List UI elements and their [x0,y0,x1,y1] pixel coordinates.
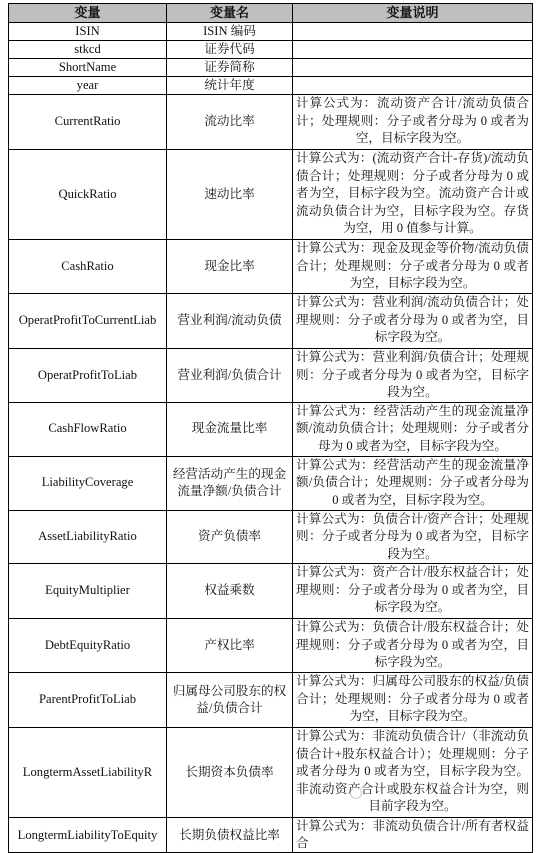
variable-cell: EquityMultiplier [9,564,167,619]
description-cell: 计算公式为：流动资产合计/流动负债合计；处理规则：分子或者分母为 0 或者为空，目标字段为空。 [293,95,533,150]
table-row [9,456,533,510]
variable-cell: year [9,77,167,95]
description-cell: 计算公式为：资产合计/股东权益合计；处理规则：分子或者分母为 0 或者为空，目标字段为空。 [293,564,533,619]
variable-name-cell: 产权比率 [167,619,293,673]
variable-name-cell: 权益乘数 [167,564,293,619]
variable-cell: ISIN [9,23,167,41]
table-row [9,150,533,240]
variable-name-cell: 长期资本负债率 [167,728,293,818]
table-row [9,95,533,150]
table-row [9,728,533,818]
table-row [9,510,533,564]
table-row [9,294,533,349]
variable-cell: QuickRatio [9,150,167,240]
variable-cell: DebtEquityRatio [9,619,167,673]
variable-cell: CurrentRatio [9,95,167,150]
variable-name-cell: 经营活动产生的现金流量净额/负债合计 [167,456,293,510]
table-row [9,619,533,673]
description-cell [293,59,533,77]
variable-name-cell: 流动比率 [167,95,293,150]
table-row [9,402,533,456]
description-cell: 计算公式为：经营活动产生的现金流量净额/负债合计；处理规则：分子或者分母为 0 或者为空，目标字段为空。 [293,456,533,510]
description-cell: 计算公式为：负债合计/资产合计；处理规则：分子或者分母为 0 或者为空，目标字段为空。 [293,510,533,564]
variable-cell: LongtermAssetLiabilityR [9,728,167,818]
table-row [9,240,533,294]
variable-name-cell: 统计年度 [167,77,293,95]
variable-cell: LongtermLiabilityToEquity [9,818,167,853]
description-cell [293,41,533,59]
variable-name-cell: 营业利润/流动负债 [167,294,293,349]
variable-name-cell: 速动比率 [167,150,293,240]
table-row [9,349,533,403]
table-row [9,818,533,853]
variable-cell: ShortName [9,59,167,77]
table-row [9,59,533,77]
header-variable-description: 变量说明 [293,4,533,23]
variable-cell: AssetLiabilityRatio [9,510,167,564]
variable-name-cell: ISIN 编码 [167,23,293,41]
header-variable: 变量 [9,4,167,23]
variable-name-cell: 证券代码 [167,41,293,59]
description-cell: 计算公式为：经营活动产生的现金流量净额/流动负债合计；处理规则：分子或者分母为 0 或者为空，目标字段为空。 [293,402,533,456]
table-row [9,41,533,59]
table-row [9,23,533,41]
description-cell [293,23,533,41]
table-row [9,673,533,728]
description-cell [293,77,533,95]
description-cell: 计算公式为：负债合计/股东权益合计；处理规则：分子或者分母为 0 或者为空，目标字段为空。 [293,619,533,673]
variable-name-cell: 资产负债率 [167,510,293,564]
variable-cell: OperatProfitToCurrentLiab [9,294,167,349]
variable-cell: CashFlowRatio [9,402,167,456]
variable-cell: stkcd [9,41,167,59]
description-cell: 计算公式为：现金及现金等价物/流动负债合计；处理规则：分子或者分母为 0 或者为空，目标字段为空。 [293,240,533,294]
table-row [9,564,533,619]
variable-cell: OperatProfitToLiab [9,349,167,403]
description-cell: 计算公式为：非流动负债合计/（非流动负债合计+股东权益合计）；处理规则：分子或者分母为 0 或者为空，目标字段为空。非流动资产合计或股东权益合计为空，则目前字段为空。 [293,728,533,818]
description-cell: 计算公式为：营业利润/流动负债合计；处理规则：分子或者分母为 0 或者为空，目标字段为空。 [293,294,533,349]
variable-name-cell: 长期负债权益比率 [167,818,293,853]
description-cell: 计算公式为：(流动资产合计-存货)/流动负债合计；处理规则：分子或者分母为 0 或者为空，目标字段为空。流动资产合计或流动负债合计为空，目标字段为空。存货为空，用 0 值参与计算。 [293,150,533,240]
variable-name-cell: 证券简称 [167,59,293,77]
header-variable-name: 变量名 [167,4,293,23]
description-cell: 计算公式为：归属母公司股东的权益/负债合计；处理规则：分子或者分母为 0 或者为空，目标字段为空。 [293,673,533,728]
table-row [9,77,533,95]
variable-name-cell: 现金比率 [167,240,293,294]
variable-table [8,3,533,853]
variable-name-cell: 归属母公司股东的权益/负债合计 [167,673,293,728]
variable-cell: ParentProfitToLiab [9,673,167,728]
variable-cell: LiabilityCoverage [9,456,167,510]
description-cell: 计算公式为：非流动负债合计/所有者权益合 [293,818,533,853]
description-cell: 计算公式为：营业利润/负债合计；处理规则：分子或者分母为 0 或者为空，目标字段为空。 [293,349,533,403]
variable-name-cell: 营业利润/负债合计 [167,349,293,403]
variable-cell: CashRatio [9,240,167,294]
table-header-row [9,4,533,23]
variable-name-cell: 现金流量比率 [167,402,293,456]
